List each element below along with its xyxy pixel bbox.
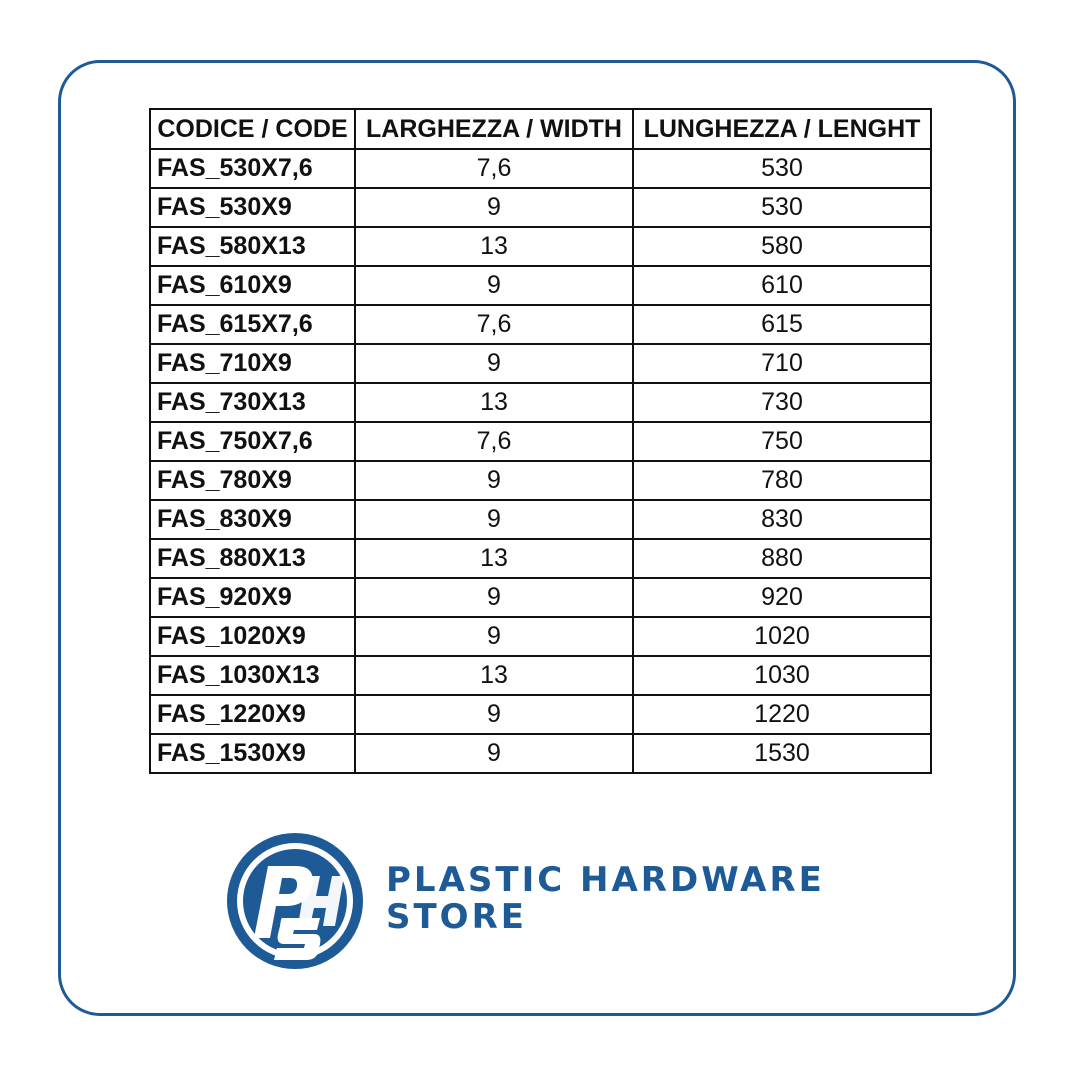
cell-width: 9: [355, 617, 633, 656]
table-row: [150, 539, 931, 578]
cell-length: 710: [633, 344, 931, 383]
table-row: [150, 422, 931, 461]
cell-length: 615: [633, 305, 931, 344]
phs-logo-icon: [224, 830, 366, 972]
cell-code: FAS_530X7,6: [150, 149, 355, 188]
cell-code: FAS_750X7,6: [150, 422, 355, 461]
cell-code: FAS_1030X13: [150, 656, 355, 695]
cell-length: 780: [633, 461, 931, 500]
table-row: [150, 656, 931, 695]
cell-width: 9: [355, 266, 633, 305]
table-row: [150, 266, 931, 305]
cell-width: 9: [355, 188, 633, 227]
header-length: LUNGHEZZA / LENGHT: [633, 109, 931, 149]
cell-length: 580: [633, 227, 931, 266]
cell-length: 530: [633, 149, 931, 188]
cell-code: FAS_880X13: [150, 539, 355, 578]
cell-width: 9: [355, 500, 633, 539]
cell-code: FAS_1530X9: [150, 734, 355, 773]
table-row: [150, 383, 931, 422]
cell-length: 750: [633, 422, 931, 461]
header-width: LARGHEZZA / WIDTH: [355, 109, 633, 149]
cell-length: 610: [633, 266, 931, 305]
table-row: [150, 305, 931, 344]
cell-length: 1020: [633, 617, 931, 656]
cell-length: 1530: [633, 734, 931, 773]
cell-length: 1220: [633, 695, 931, 734]
header-code: CODICE / CODE: [150, 109, 355, 149]
table-row: [150, 344, 931, 383]
cell-code: FAS_830X9: [150, 500, 355, 539]
cell-code: FAS_710X9: [150, 344, 355, 383]
table-row: [150, 149, 931, 188]
table-row: [150, 188, 931, 227]
cell-code: FAS_730X13: [150, 383, 355, 422]
table-row: [150, 578, 931, 617]
brand-name: [386, 862, 825, 936]
cell-length: 920: [633, 578, 931, 617]
cell-width: 13: [355, 227, 633, 266]
table-row: [150, 695, 931, 734]
cell-code: FAS_920X9: [150, 578, 355, 617]
table-row: [150, 227, 931, 266]
cell-width: 13: [355, 383, 633, 422]
cell-length: 830: [633, 500, 931, 539]
table-row: [150, 734, 931, 773]
size-table: [149, 108, 932, 774]
cell-width: 9: [355, 695, 633, 734]
brand-line-1: PLASTIC HARDWARE: [386, 860, 825, 900]
cell-width: 7,6: [355, 149, 633, 188]
table-row: [150, 617, 931, 656]
cell-code: FAS_780X9: [150, 461, 355, 500]
cell-width: 7,6: [355, 305, 633, 344]
cell-width: 9: [355, 461, 633, 500]
cell-width: 9: [355, 734, 633, 773]
cell-length: 730: [633, 383, 931, 422]
cell-width: 9: [355, 578, 633, 617]
cell-width: 9: [355, 344, 633, 383]
cell-length: 880: [633, 539, 931, 578]
cell-code: FAS_610X9: [150, 266, 355, 305]
table-header-row: [150, 109, 931, 149]
table-row: [150, 461, 931, 500]
cell-code: FAS_580X13: [150, 227, 355, 266]
cell-width: 7,6: [355, 422, 633, 461]
cell-code: FAS_615X7,6: [150, 305, 355, 344]
cell-code: FAS_530X9: [150, 188, 355, 227]
cell-code: FAS_1220X9: [150, 695, 355, 734]
cell-code: FAS_1020X9: [150, 617, 355, 656]
cell-length: 530: [633, 188, 931, 227]
cell-width: 13: [355, 656, 633, 695]
cell-width: 13: [355, 539, 633, 578]
table-row: [150, 500, 931, 539]
cell-length: 1030: [633, 656, 931, 695]
brand-line-2: STORE: [386, 897, 527, 937]
